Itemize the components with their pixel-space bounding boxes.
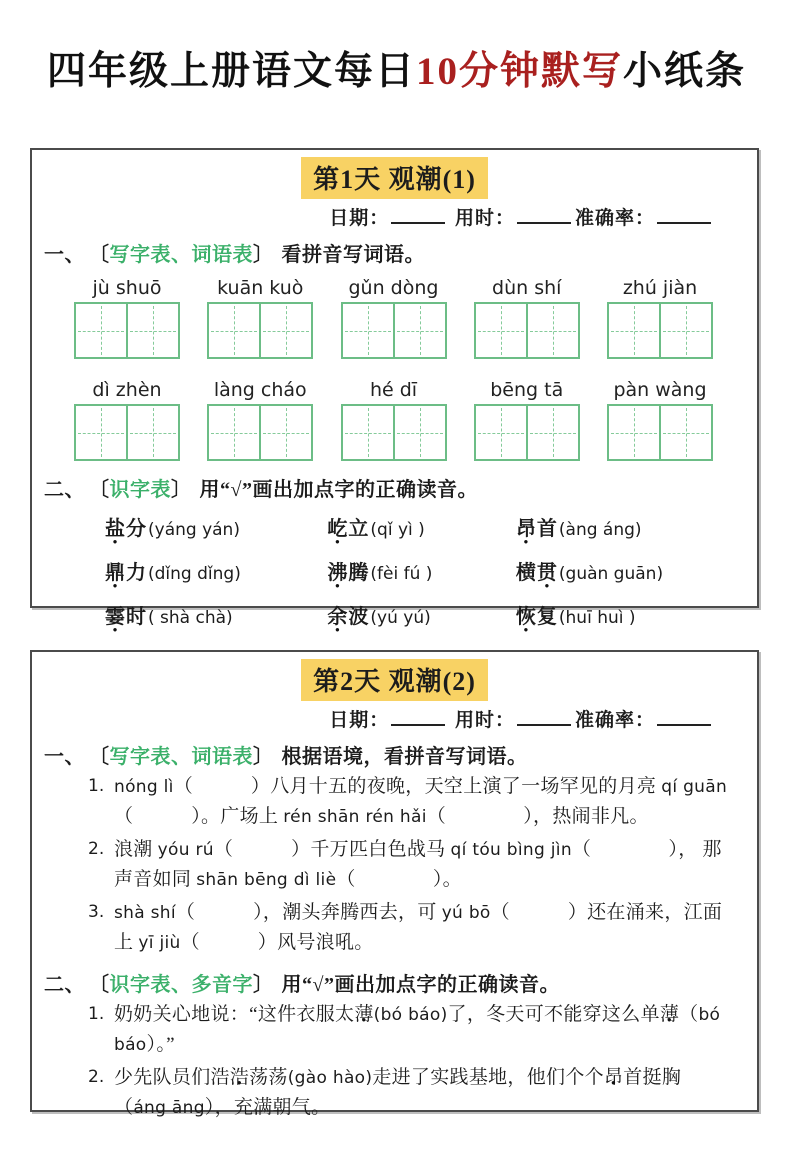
fill-in-item[interactable] [32, 772, 757, 832]
day2-card [30, 650, 759, 1118]
choice-item[interactable]: 鼎 ●力(dǐng dǐng) [105, 556, 327, 585]
bracket-close: 〕 [253, 974, 274, 996]
pinyin-label: pàn wàng [613, 379, 707, 401]
item-number: 1. [88, 1004, 105, 1024]
time-blank[interactable] [517, 208, 571, 224]
pinyin-grid-unit [607, 379, 713, 461]
choice-item[interactable]: 屹 ●立(qǐ yì ) [327, 512, 515, 541]
pinyin-label: dùn shí [492, 277, 562, 299]
section-tag: 写字表、词语表 [109, 746, 253, 768]
time-label: 用时： [454, 208, 515, 229]
choice-item[interactable]: 沸 ●腾(fèi fú ) [327, 556, 515, 585]
item-text: nóng lì（ ）八月十五的夜晚，天空上演了一场罕见的月亮 qí guān（ ）。广场上 rén shān rén hǎi（ ），热闹非凡。 [114, 776, 728, 827]
item-number: 2. [88, 839, 105, 859]
day1-section1-heading [32, 238, 757, 267]
date-blank[interactable] [391, 208, 445, 224]
page-title-prefix: 四年级上册语文每日 [46, 50, 416, 93]
pinyin-label: jù shuō [92, 277, 162, 299]
writing-grid[interactable] [607, 302, 713, 359]
writing-grid[interactable] [607, 404, 713, 461]
day1-title: 第1天 观潮(1) [301, 157, 488, 199]
day2-title: 第2天 观潮(2) [301, 659, 488, 701]
accuracy-blank[interactable] [657, 208, 711, 224]
pinyin-grid-row-2 [32, 379, 757, 461]
day2-meta-line [32, 705, 757, 732]
section-tag: 识字表 [109, 479, 171, 501]
section-number: 二、 [44, 974, 85, 996]
writing-grid[interactable] [207, 302, 313, 359]
section-number: 一、 [44, 746, 85, 768]
writing-grid[interactable] [74, 302, 180, 359]
bracket-close: 〕 [253, 746, 274, 768]
accuracy-label: 准确率： [574, 710, 655, 731]
fill-in-item[interactable] [32, 898, 757, 958]
pinyin-grid-unit [607, 277, 713, 359]
writing-grid[interactable] [341, 302, 447, 359]
choice-item[interactable]: 昂 ●首(àng áng) [516, 512, 727, 541]
pinyin-grid-row-1 [32, 277, 757, 359]
bracket-close: 〕 [171, 479, 192, 501]
section-instruction: 用“√”画出加点字的正确读音。 [199, 479, 478, 501]
pinyin-grid-unit [341, 379, 447, 461]
writing-grid[interactable] [341, 404, 447, 461]
bracket-open: 〔 [99, 974, 110, 996]
pinyin-grid-unit [207, 379, 313, 461]
bracket-close: 〕 [253, 244, 274, 266]
item-text: 奶奶关心地说：“这件衣服太薄 ●(bó báo)了，冬天可不能穿这么单薄 ●（bó báo）。” [114, 1000, 731, 1060]
time-blank[interactable] [517, 710, 571, 726]
day2-heading [32, 659, 757, 701]
page-title-accent: 10分钟默写 [415, 50, 623, 93]
item-text: 浪潮 yóu rú（ ）千万匹白色战马 qí tóu bìng jìn（ ）， 那声音如同 shān bēng dì liè（ ）。 [114, 839, 722, 890]
item-number: 2. [88, 1067, 105, 1087]
time-label: 用时： [454, 710, 515, 731]
pinyin-label: gǔn dòng [348, 277, 439, 299]
section-number: 一、 [44, 244, 85, 266]
day1-meta-line [32, 203, 757, 230]
writing-grid[interactable] [474, 302, 580, 359]
day2-section1-heading [32, 740, 757, 769]
writing-grid[interactable] [74, 404, 180, 461]
section-number: 二、 [44, 479, 85, 501]
pinyin-label: kuān kuò [217, 277, 304, 299]
section-instruction: 用“√”画出加点字的正确读音。 [281, 974, 560, 996]
accuracy-label: 准确率： [574, 208, 655, 229]
writing-grid[interactable] [207, 404, 313, 461]
pinyin-label: zhú jiàn [622, 277, 698, 299]
item-number: 3. [88, 902, 105, 922]
item-text: shà shí（ ），潮头奔腾西去，可 yú bō（ ）还在涌来，江面上 yī jiù（ ）风号浪吼。 [114, 902, 723, 953]
bracket-open: 〔 [99, 479, 110, 501]
fill-in-item[interactable] [32, 835, 757, 895]
day1-section2-heading [32, 473, 757, 502]
pinyin-grid-unit [341, 277, 447, 359]
choice-item[interactable]: 霎 ●时( shà chà) [105, 600, 327, 629]
page-title [0, 40, 793, 96]
choice-item[interactable]: 余 ●波(yú yú) [327, 600, 515, 629]
date-label: 日期： [329, 710, 390, 731]
date-blank[interactable] [391, 710, 445, 726]
pinyin-label: dì zhèn [92, 379, 162, 401]
bracket-open: 〔 [99, 244, 110, 266]
pinyin-label: hé dī [369, 379, 418, 401]
day1-heading [32, 157, 757, 199]
date-label: 日期： [329, 208, 390, 229]
section-tag: 识字表、多音字 [109, 974, 253, 996]
section-instruction: 根据语境，看拼音写词语。 [281, 746, 528, 768]
writing-grid[interactable] [474, 404, 580, 461]
item-number: 1. [88, 776, 105, 796]
day2-section2-heading [32, 968, 757, 997]
section-instruction: 看拼音写词语。 [281, 244, 425, 266]
pinyin-grid-unit [474, 379, 580, 461]
pinyin-grid-unit [474, 277, 580, 359]
choice-item[interactable]: 横贯 ●(guàn guān) [516, 556, 727, 585]
pinyin-label: bēng tā [490, 379, 564, 401]
choice-item[interactable]: 恢 ●复(huī huì ) [516, 600, 727, 629]
accuracy-blank[interactable] [657, 710, 711, 726]
bracket-open: 〔 [99, 746, 110, 768]
pronunciation-item[interactable] [32, 1000, 757, 1060]
pinyin-grid-unit [74, 277, 180, 359]
day1-card [30, 148, 759, 628]
choice-item[interactable]: 盐 ●分(yáng yán) [105, 512, 327, 541]
item-text: 少先队员们浩浩 ●荡荡(gào hào)走进了实践基地，他们个个昂 ●首挺胸（áng āng），充满朝气。 [114, 1063, 731, 1123]
page-title-suffix: 小纸条 [623, 50, 747, 93]
pinyin-grid-unit [207, 277, 313, 359]
section-tag: 写字表、词语表 [109, 244, 253, 266]
pinyin-grid-unit [74, 379, 180, 461]
pronunciation-choice-grid [32, 502, 757, 629]
pinyin-label: làng cháo [213, 379, 307, 401]
pronunciation-item[interactable] [32, 1063, 757, 1123]
